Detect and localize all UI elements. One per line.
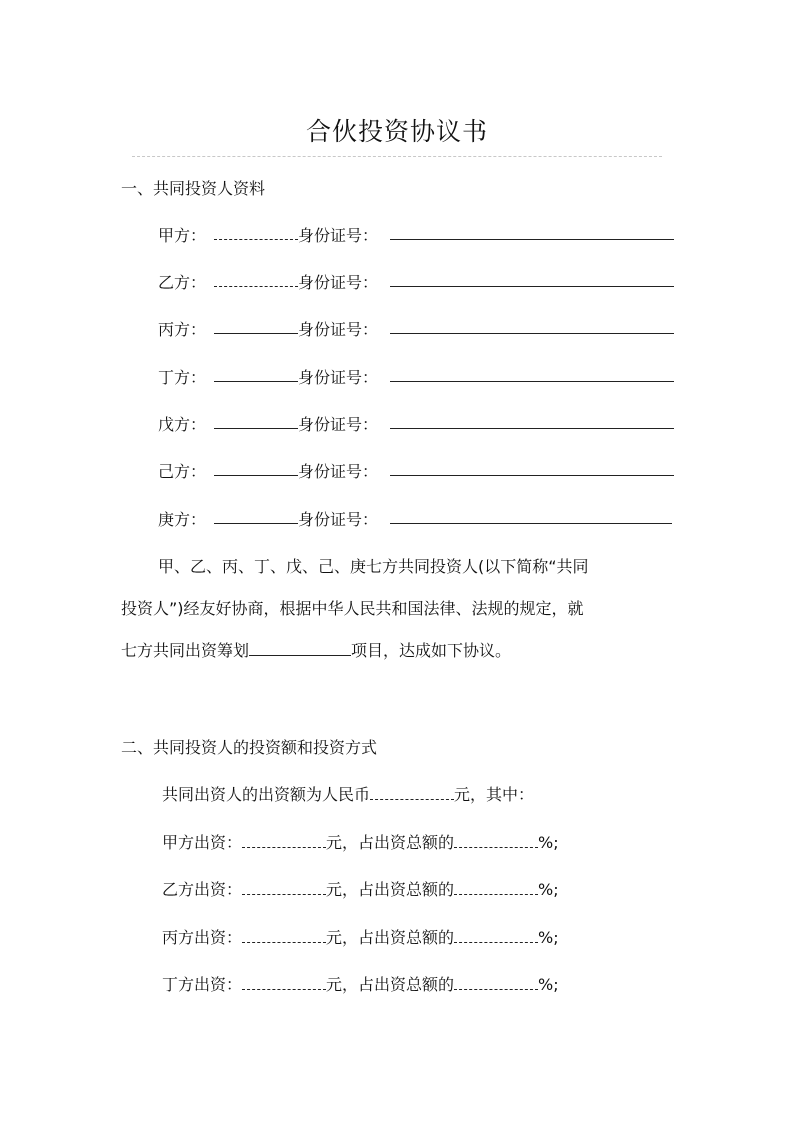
document-title: 合伙投资协议书 — [305, 117, 488, 146]
id-label: 身份证号： — [298, 510, 379, 529]
id-blank[interactable] — [390, 286, 674, 287]
party-label: 庚方： — [158, 510, 207, 529]
contribution-label: 丙方出资： — [162, 928, 243, 947]
percent-blank[interactable] — [454, 928, 538, 943]
name-blank[interactable] — [214, 381, 298, 382]
name-blank[interactable] — [214, 239, 298, 240]
contribution-row-yi — [162, 877, 716, 900]
project-blank[interactable] — [249, 641, 351, 656]
name-blank[interactable] — [214, 286, 298, 287]
party-label: 乙方： — [158, 273, 207, 292]
contribution-mid: 元，占出资总额的 — [326, 833, 455, 852]
name-blank[interactable] — [214, 523, 298, 524]
id-blank[interactable] — [390, 381, 674, 382]
intro-paragraph-line3 — [121, 638, 675, 661]
contribution-end: %; — [538, 880, 559, 899]
total-suffix: 元，其中： — [454, 785, 535, 804]
name-blank[interactable] — [214, 428, 298, 429]
contribution-end: %; — [538, 928, 559, 947]
intro-line3-prefix: 七方共同出资筹划 — [121, 641, 250, 660]
contribution-label: 丁方出资： — [162, 975, 243, 994]
party-label: 己方： — [158, 462, 207, 481]
title-divider — [132, 156, 662, 157]
name-blank[interactable] — [214, 475, 298, 476]
party-label: 甲方： — [158, 226, 207, 245]
id-label: 身份证号： — [298, 462, 379, 481]
amount-blank[interactable] — [242, 975, 326, 990]
section1-heading: 一、共同投资人资料 — [121, 179, 266, 198]
percent-blank[interactable] — [454, 975, 538, 990]
party-label: 戊方： — [158, 415, 207, 434]
id-blank[interactable] — [390, 475, 674, 476]
section2-heading: 二、共同投资人的投资额和投资方式 — [121, 738, 378, 757]
id-blank[interactable] — [390, 333, 674, 334]
id-label: 身份证号： — [298, 368, 379, 387]
contribution-mid: 元，占出资总额的 — [326, 928, 455, 947]
contribution-label: 乙方出资： — [162, 880, 243, 899]
amount-blank[interactable] — [242, 928, 326, 943]
party-label: 丙方： — [158, 320, 207, 339]
total-amount-blank[interactable] — [370, 785, 454, 800]
contribution-row-ding — [162, 972, 716, 995]
percent-blank[interactable] — [454, 833, 538, 848]
party-label: 丁方： — [158, 368, 207, 387]
id-blank[interactable] — [390, 523, 672, 524]
percent-blank[interactable] — [454, 880, 538, 895]
contribution-mid: 元，占出资总额的 — [326, 975, 455, 994]
contribution-label: 甲方出资： — [162, 833, 243, 852]
total-investment-line — [162, 782, 716, 805]
amount-blank[interactable] — [242, 833, 326, 848]
id-blank[interactable] — [390, 428, 674, 429]
contribution-mid: 元，占出资总额的 — [326, 880, 455, 899]
name-blank[interactable] — [214, 333, 298, 334]
id-label: 身份证号： — [298, 320, 379, 339]
id-label: 身份证号： — [298, 415, 379, 434]
id-label: 身份证号： — [298, 226, 379, 245]
id-blank[interactable] — [390, 239, 674, 240]
id-label: 身份证号： — [298, 273, 379, 292]
contribution-end: %; — [538, 975, 559, 994]
contribution-row-jia — [162, 830, 716, 853]
amount-blank[interactable] — [242, 880, 326, 895]
intro-line3-suffix: 项目，达成如下协议。 — [351, 641, 512, 660]
intro-paragraph-line1: 甲、乙、丙、丁、戊、己、庚七方共同投资人(以下简称“共同 — [158, 557, 589, 576]
contribution-row-bing — [162, 925, 716, 948]
contribution-end: %; — [538, 833, 559, 852]
intro-paragraph-line2: 投资人”)经友好协商，根据中华人民共和国法律、法规的规定，就 — [121, 599, 584, 618]
total-prefix: 共同出资人的出资额为人民币 — [162, 785, 371, 804]
